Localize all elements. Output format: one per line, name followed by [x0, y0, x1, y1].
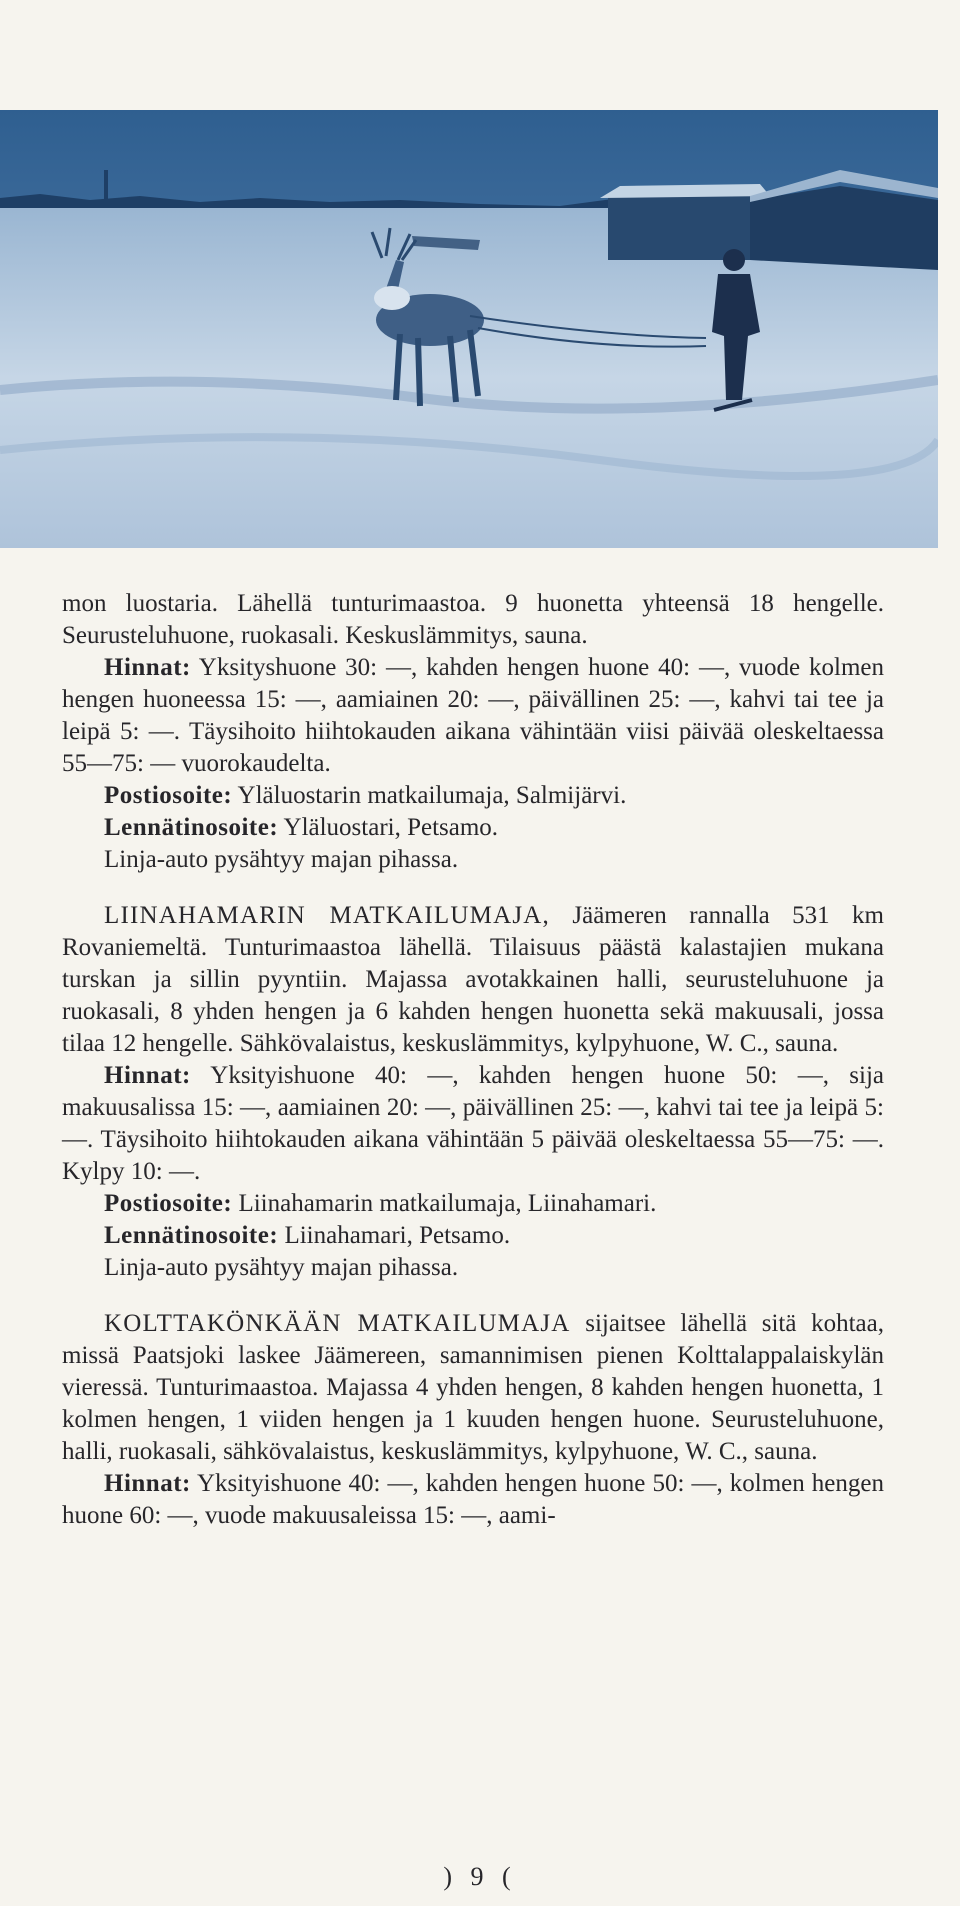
- linja-auto-line: Linja-auto pysähtyy majan pihassa.: [104, 1254, 459, 1281]
- hinnat-label: Hinnat:: [104, 654, 191, 681]
- liinahamari-paragraph: [62, 900, 884, 1060]
- lennatinosoite-label: Lennätinosoite:: [104, 814, 279, 841]
- postiosoite-text: Yläluostarin matkailumaja, Salmijärvi.: [232, 782, 627, 809]
- postiosoite-label: Postiosoite:: [104, 782, 233, 809]
- intro-paragraph: mon luostaria. Lähellä tunturimaastoa. 9 huonetta yhteensä 18 hengelle. Seurusteluhuone, ruokasali. Keskuslämmitys, sauna.: [62, 590, 884, 649]
- hinnat-paragraph: [62, 1468, 884, 1532]
- postiosoite-line: [62, 1188, 884, 1220]
- reindeer-sled-photo: [0, 110, 938, 548]
- lennatinosoite-line: [62, 1220, 884, 1252]
- liinahamari-text: Jäämeren rannalla 531 km Rovaniemeltä. Tunturimaastoa lähellä. Tilaisuus päästä kalastajien mukana turskan ja sillin pyyntiin. Majassa avotakkainen halli, seurusteluhuone ja ruokasali, 8 yhden hengen ja 6 kahden hengen huonetta sekä makuusali, jossa tilaa 12 hengelle. Sähkövalaistus, keskuslämmitys, kylpyhuone, W. C., sauna.: [62, 902, 884, 1057]
- hinnat-text: Yksityshuone 30: —, kahden hengen huone 40: —, vuode kolmen hengen huoneessa 15: —, aamiainen 20: —, päivällinen 25: —, kahvi tai tee ja leipä 5: —. Täysihoito hiihtokauden aikana vähintään viisi päivää oleskeltaessa 55—75: — vuorokaudelta.: [62, 654, 884, 777]
- hinnat-text: Yksityishuone 40: —, kahden hengen huone 50: —, kolmen hengen huone 60: —, vuode makuusaleissa 15: —, aami-: [62, 1470, 884, 1529]
- lennatinosoite-label: Lennätinosoite:: [104, 1222, 279, 1249]
- hinnat-label: Hinnat:: [104, 1470, 191, 1497]
- hinnat-paragraph: [62, 652, 884, 780]
- postiosoite-label: Postiosoite:: [104, 1190, 233, 1217]
- kolttakonkaa-title: KOLTTAKÖNKÄÄN MATKAILUMAJA: [104, 1310, 571, 1337]
- postiosoite-line: [62, 780, 884, 812]
- kolttakonkaa-paragraph: [62, 1308, 884, 1468]
- body-text: [62, 588, 884, 1532]
- hinnat-paragraph: [62, 1060, 884, 1188]
- hinnat-text: Yksityishuone 40: —, kahden hengen huone 50: —, sija makuusalissa 15: —, aamiainen 20: —, päivällinen 25: —, kahvi tai tee ja leipä 5: —. Täysihoito hiihtokauden aikana vähintään 5 päivää oleskeltaessa 55—75: —. Kylpy 10: —.: [62, 1062, 884, 1185]
- liinahamari-title: LIINAHAMARIN MATKAILUMAJA,: [104, 902, 550, 929]
- hinnat-label: Hinnat:: [104, 1062, 191, 1089]
- kolttakonkaa-text: sijaitsee lähellä sitä kohtaa, missä Paatsjoki laskee Jäämereen, samannimisen pienen Kolttalappalaiskylän vieressä. Tunturimaastoa. Majassa 4 yhden hengen, 8 kahden hengen huonetta, 1 kolmen hengen, 1 viiden hengen ja 1 kuuden hengen huone. Seurusteluhuone, halli, ruokasali, sähkövalaistus, keskuslämmitys, kylpyhuone, W. C., sauna.: [62, 1310, 884, 1465]
- lennatinosoite-text: Yläluostari, Petsamo.: [278, 814, 499, 841]
- lennatinosoite-line: [62, 812, 884, 844]
- postiosoite-text: Liinahamarin matkailumaja, Liinahamari.: [232, 1190, 657, 1217]
- page-number: ) 9 (: [443, 1862, 517, 1891]
- lennatinosoite-text: Liinahamari, Petsamo.: [278, 1222, 511, 1249]
- linja-auto-line: Linja-auto pysähtyy majan pihassa.: [104, 846, 459, 873]
